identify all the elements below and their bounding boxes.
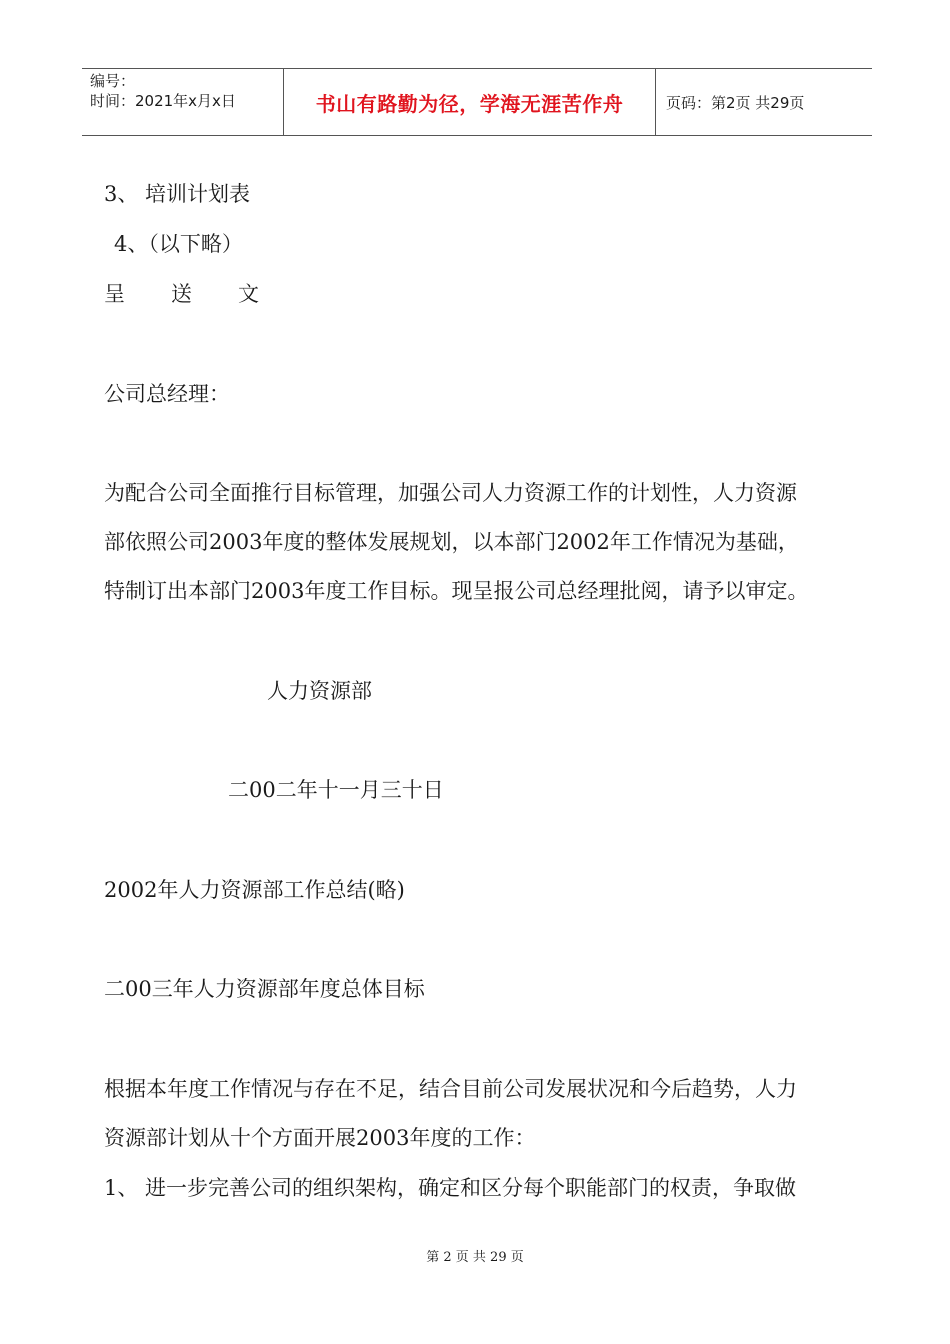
header-time: 时间：2021年x月x日 xyxy=(90,92,236,110)
header-motto-cell xyxy=(284,69,656,135)
doc-title xyxy=(104,280,259,308)
page-header xyxy=(82,68,872,136)
header-page: 页码：第2页 共29页 xyxy=(666,93,805,112)
header-page-cell xyxy=(656,69,872,135)
header-meta xyxy=(82,69,284,135)
summary-title: 2002年人力资源部工作总结(略) xyxy=(104,878,405,902)
list-item-3: 3、 培训计划表 xyxy=(104,182,251,206)
header-motto: 书山有路勤为径，学海无涯苦作舟 xyxy=(315,91,624,116)
doc-title-char: 送 xyxy=(171,282,192,306)
list-item-1: 1、 进一步完善公司的组织架构，确定和区分每个职能部门的权责，争取做 xyxy=(104,1176,797,1200)
goal-title: 二00三年人力资源部年度总体目标 xyxy=(104,977,425,1001)
doc-title-char: 文 xyxy=(238,282,259,306)
paragraph-line: 部依照公司2003年度的整体发展规划，以本部门2002年工作情况为基础， xyxy=(104,530,799,554)
salutation: 公司总经理： xyxy=(104,382,230,406)
signature: 人力资源部 xyxy=(267,679,372,703)
page-footer: 第 2 页 共 29 页 xyxy=(426,1250,524,1265)
paragraph-line: 资源部计划从十个方面开展2003年度的工作： xyxy=(104,1126,536,1150)
signature-date: 二00二年十一月三十日 xyxy=(228,778,444,802)
list-item-4: 4、（以下略） xyxy=(114,232,243,256)
paragraph-line: 根据本年度工作情况与存在不足，结合目前公司发展状况和今后趋势，人力 xyxy=(104,1077,797,1101)
paragraph-line: 为配合公司全面推行目标管理，加强公司人力资源工作的计划性，人力资源 xyxy=(104,481,797,505)
paragraph-line: 特制订出本部门2003年度工作目标。现呈报公司总经理批阅，请予以审定。 xyxy=(104,579,809,603)
doc-title-char: 呈 xyxy=(104,282,125,306)
header-number: 编号： xyxy=(90,72,136,90)
